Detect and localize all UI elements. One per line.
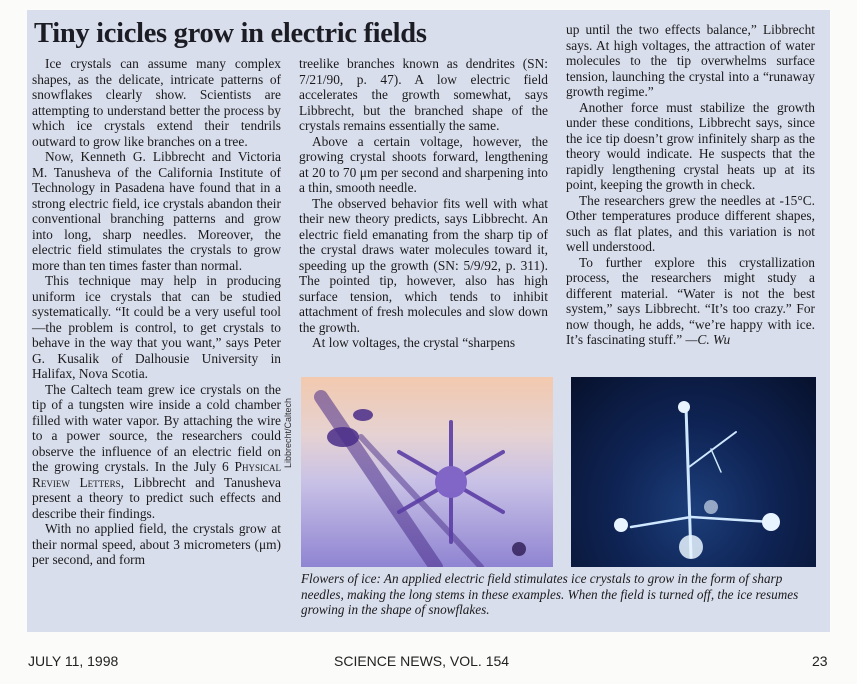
- author-signature: —C. Wu: [685, 332, 731, 347]
- article-title: Tiny icicles grow in electric fields: [34, 18, 427, 49]
- paragraph-text: The Caltech team grew ice crystals on the tip of a tungsten wire inside a cold chamber filled with water vapor. By attaching the wire to a power source, the researchers could observe the influence of an electric field on the growing crystals. In the July 6: [32, 381, 281, 474]
- paragraph: Now, Kenneth G. Libbrecht and Victoria M. Tanusheva of the California Institute of Technology in Pasadena have found that in a strong electric field, ice crystals abandon their conventional branching patterns and grow into long, sharp needles. Moreover, the electric field stimulates the crystals to grow more than ten times faster than normal.: [32, 149, 281, 273]
- paragraph: treelike branches known as dendrites (SN: 7/21/90, p. 47). A low electric field accelerates the growth somewhat, says Libbrecht, but the branched shape of the crystals remains essentially the same.: [299, 56, 548, 133]
- snowflake-photo: [301, 377, 553, 567]
- figure-caption: Flowers of ice: An applied electric field stimulates ice crystals to grow in the form of sharp needles, making the long stems in these examples. When the field is turned off, the ice resumes growing in the shape of snowflakes.: [301, 571, 799, 617]
- paragraph: Above a certain voltage, however, the growing crystal shoots forward, lengthening at 20 to 70 μm per second and sharpening into a thin, smooth needle.: [299, 133, 548, 195]
- paragraph-text: To further explore this crystallization process, the researchers might study a different material. “Water is not the best system,” says Libbrecht. “It’s too crazy.” For now though, he adds, “we’re happy with ice. It’s fascinating stuff.”: [566, 254, 815, 347]
- paragraph: The observed behavior fits well with what their new theory predicts, says Libbrecht. An electric field emanating from the sharp tip of the crystal draws water molecules toward it, speeding up the growth (SN: 5/9/92, p. 311). The pointed tip, however, also has high surface tension, which tends to inhibit attachment of fresh molecules and slow down the growth.: [299, 195, 548, 335]
- paragraph: At low voltages, the crystal “sharpens: [312, 335, 516, 350]
- column-2: [299, 56, 548, 351]
- column-3: [566, 22, 815, 348]
- paragraph: Another force must stabilize the growth under these conditions, Libbrecht says, since the ice tip doesn’t grow infinitely sharp as the theory would indicate. He suspects that the rapidly lengthening crystal heats up at its point, keeping the growth in check.: [566, 99, 815, 192]
- needle-crystal-photo: [571, 377, 816, 567]
- paragraph: [32, 382, 281, 522]
- page-number: 23: [812, 653, 828, 669]
- snowflake-crystal-icon: [301, 377, 553, 567]
- paragraph: [566, 255, 815, 348]
- needle-crystal-icon: [571, 377, 816, 567]
- column-1: [32, 56, 281, 568]
- paragraph: With no applied field, the crystals grow at their normal speed, about 3 micrometers (μm) per second, and form: [32, 521, 281, 567]
- paragraph: Ice crystals can assume many complex shapes, as the delicate, intricate patterns of snowflakes clearly show. Scientists are attempting to understand better the process by which ice crystals extend their tendrils outward to grow like branches on a tree.: [32, 56, 281, 149]
- footer-magazine: SCIENCE NEWS, VOL. 154: [334, 653, 510, 669]
- photo-credit: Libbrecht/Caltech: [283, 397, 293, 468]
- paragraph: up until the two effects balance,” Libbrecht says. At high voltages, the attraction of water molecules to the tip overwhelms surface tension, launching the crystal into a “runaway growth regime.”: [566, 22, 815, 99]
- paragraph: This technique may help in producing uniform ice crystals that can be studied systematically. “It could be a very useful tool—the problem is control, to get crystals to behave in the way that you want,” says Peter G. Kusalik of Dalhousie University in Halifax, Nova Scotia.: [32, 273, 281, 381]
- footer-date: JULY 11, 1998: [28, 653, 119, 669]
- journal-name: Physical Review Letters: [32, 459, 281, 490]
- paragraph-text: , Libbrecht and Tanusheva present a theory to predict such effects and describe their findings.: [32, 474, 281, 521]
- paragraph: The researchers grew the needles at -15°C. Other temperatures produce different shapes, such as flat plates, and this variation is not well understood.: [566, 192, 815, 254]
